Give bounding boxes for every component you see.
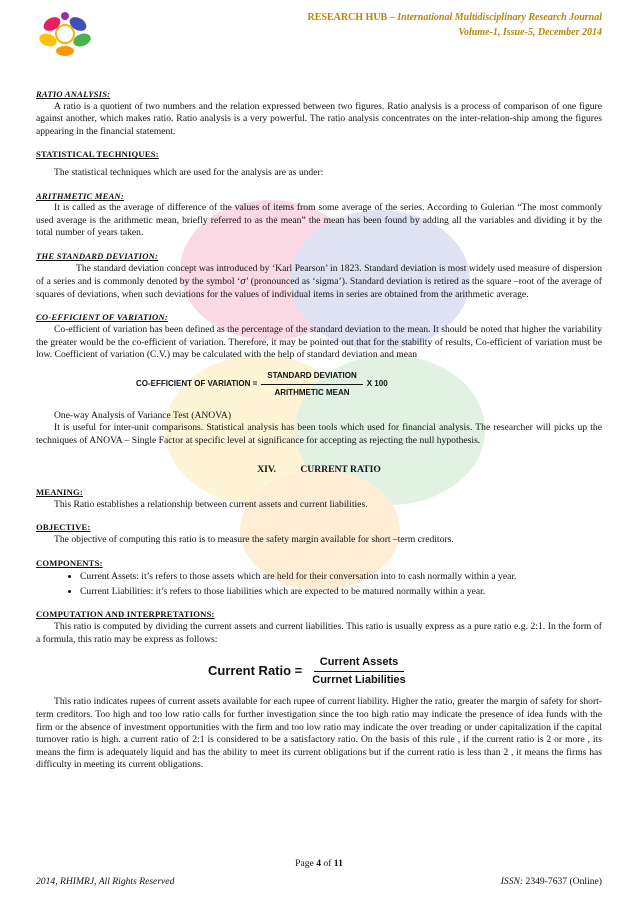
section-title: CURRENT RATIO — [300, 463, 381, 475]
issn — [501, 876, 602, 887]
anova-title: One-way Analysis of Variance Test (ANOVA) — [54, 409, 232, 421]
sd-text-part-a: The standard deviation concept was introduced by ‘Karl Pearson’ in 1823. Standard deviation is most widely used measure of dispersion of a series and is commonly denoted by the symbol ‘ — [36, 262, 602, 288]
current-ratio-formula — [208, 656, 602, 686]
issn-label: ISSN: — [500, 876, 524, 887]
page-total: 11 — [333, 858, 343, 869]
arithmetic-mean-text: It is called as the average of difference of the values of items from some average of the series. According to Gulerian “The most commonly used average is the arithmetic mean, briefly referred to as the mean” the mean has been found by adding all the variables and dividing it by the total number of years taken. — [36, 202, 602, 239]
arithmetic-mean-heading: ARITHMETIC MEAN: — [36, 190, 124, 201]
journal-name: RESEARCH HUB – — [307, 12, 395, 23]
computation-heading: COMPUTATION AND INTERPRETATIONS: — [36, 609, 215, 620]
statistical-techniques-text: The statistical techniques which are used for the analysis are as under: — [54, 166, 324, 178]
standard-deviation-text — [36, 263, 602, 302]
journal-logo — [36, 10, 94, 58]
cv-formula-right: X 100 — [366, 379, 388, 389]
cr-formula-fraction — [306, 656, 412, 686]
anova-text: It is useful for inter-unit comparisons. Statistical analysis has been tools which used for financial analysis. The researcher will picks up the techniques of ANOVA – Single Factor at specific level at significance for accepting as rejecting the null hypothesis. — [36, 422, 602, 447]
standard-deviation-heading: THE STANDARD DEVIATION: — [36, 250, 159, 261]
meaning-heading: MEANING: — [36, 487, 83, 498]
sigma-symbol: σ — [240, 275, 246, 288]
page-of: of — [323, 858, 332, 869]
statistical-techniques-heading: STATISTICAL TECHNIQUES: — [36, 149, 159, 160]
page-number — [0, 858, 638, 869]
volume-line: Volume-1, Issue-5, December 2014 — [458, 27, 602, 38]
interpretation-text: This ratio indicates rupees of current assets available for each rupee of current liability. Higher the ratio, greater the margin of safety for short-term creditors. Too high and too low ratio calls for further investigation since the too high ratio may indicate the presence of idea funds with the firm or the absence of investment opportunities with the firm and too low ratio may indicate the over treading or under capitalization if the capital turnover ratio is high. a current ratio of 2:1 is considered to be a satisfactory ratio. On the basis of this rule , if the current ratio is 2 or more , its means the firm is adequately liquid and has the ability to meet its current obligations but if the current ratio is less than 2 , it means the firms has difficulty in meeting its current obligations. — [36, 696, 602, 771]
ratio-analysis-heading: RATIO ANALYSIS: — [36, 89, 111, 99]
ratio-analysis-text: A ratio is a quotient of two numbers and the relation expressed between two figures. Ratio analysis is a process of comparison of one figure against another, which makes ratio. Ratio analysis is a very powerful. The ratio analysis concentrates on the inter-relation-ship among the figures appearing in the financial statement. — [36, 100, 602, 137]
components-heading: COMPONENTS: — [36, 557, 103, 568]
copyright: 2014, RHIMRJ, All Rights Reserved — [36, 876, 175, 887]
cv-formula-denominator: ARITHMETIC MEAN — [274, 388, 350, 398]
coefficient-text: Co-efficient of variation has been defined as the percentage of the standard deviation to the mean. It should be noted that higher the variability the greater would be the co-efficient of variation. Therefore, it may be pointed out that for the stability of results, Co-efficient of variation must be low. Coefficient of variation (C.V.) may be calculated with the help of standard deviation and mean — [36, 323, 602, 361]
cr-formula-denominator: Currnet Liabilities — [312, 673, 406, 686]
cv-formula-left: CO-EFFICIENT OF VARIATION = — [136, 379, 258, 389]
issn-value: 2349-7637 (Online) — [525, 876, 602, 887]
coefficient-heading: CO-EFFICIENT OF VARIATION: — [36, 312, 168, 323]
journal-header — [307, 10, 602, 40]
sd-text-part-b: ’ (pronounced as ‘sigma’). Standard deviation is retired as the square –root of the average of squares of deviations, when such deviations for the values of individual items in series are obtained from the arithmetic average. — [36, 276, 602, 300]
cr-formula-left: Current Ratio = — [208, 662, 303, 678]
meaning-text: This Ratio establishes a relationship between current assets and current liabilities. — [54, 498, 368, 510]
cv-formula — [136, 370, 602, 400]
cv-formula-fraction — [261, 370, 362, 400]
list-item: • Current Liabilities: it’s refers to those liabilities which are expected to be matured normally within a year. — [80, 586, 602, 599]
computation-text: This ratio is computed by dividing the current assets and current liabilities. This ratio is usually express as a pure ratio e.g. 2:1. In the form of a formula, this ratio may be express as follows: — [36, 621, 602, 645]
components-list — [36, 571, 602, 598]
article-body — [36, 88, 602, 772]
cr-formula-numerator: Current Assets — [314, 656, 404, 672]
journal-title: International Multidisciplinary Research Journal — [397, 12, 602, 23]
section-number: XIV. — [257, 463, 276, 475]
cv-formula-numerator: STANDARD DEVIATION — [261, 370, 362, 386]
objective-heading: OBJECTIVE: — [36, 522, 91, 533]
list-item: • Current Assets: it’s refers to those assets which are held for their conversation into to cash normally within a year. — [80, 571, 602, 584]
page-label: Page — [295, 858, 314, 869]
page-current: 4 — [316, 858, 321, 869]
objective-text: The objective of computing this ratio is to measure the safety margin available for short –term creditors. — [54, 534, 454, 546]
current-ratio-section-heading — [36, 464, 602, 477]
